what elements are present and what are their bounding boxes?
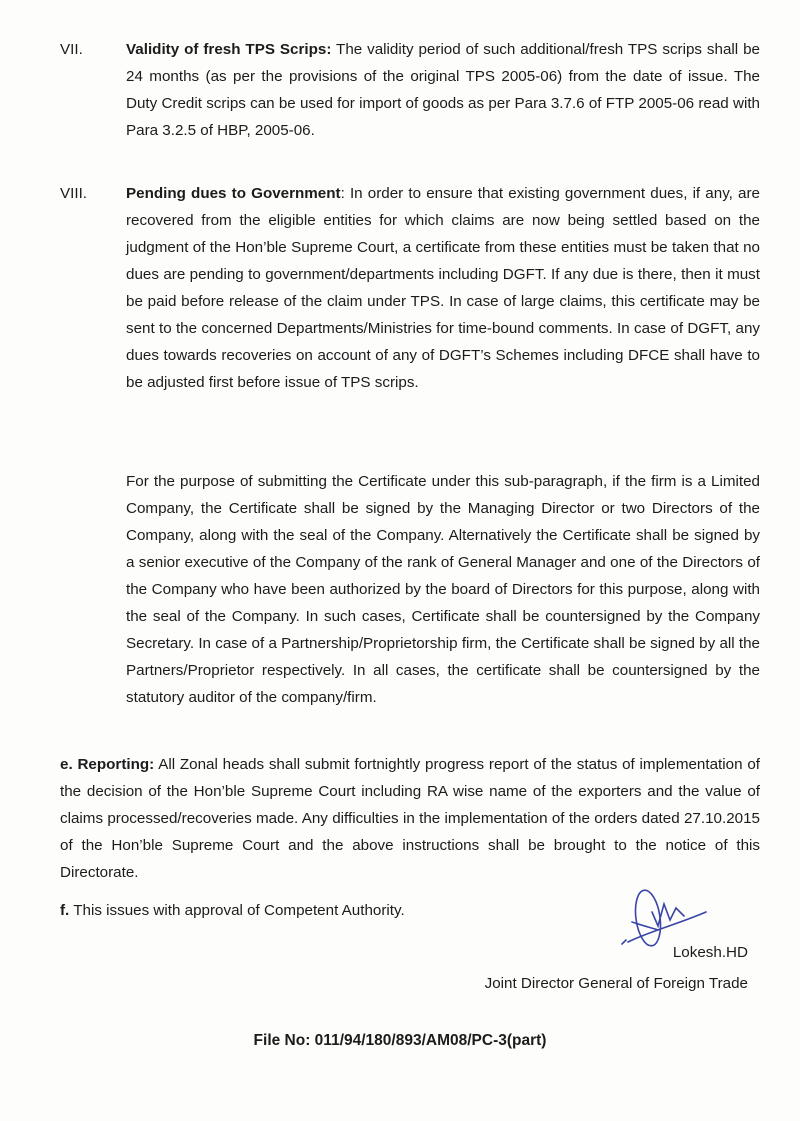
certificate-sub-paragraph: For the purpose of submitting the Certificate under this sub-paragraph, if the firm is a Limited Company, the Certificate shall be signed by the Managing Director or two Directors of the Company, along with the seal of the Company. Alternatively the Certificate shall be signed by a senior executive of the Company of the rank of General Manager and one of the Directors of the Company who have been authorized by the board of Directors for this purpose, along with the seal of the Company. In such cases, Certificate shall be countersigned by the Company Secretary. In case of a Partnership/Proprietorship firm, the Certificate shall be signed by all the Partners/Proprietor respectively. In all cases, the certificate shall be countersigned by the statutory auditor of the company/firm. (126, 473, 760, 706)
section-vii (60, 36, 760, 144)
section-heading: Pending dues to Government (126, 185, 341, 202)
section-body (126, 180, 760, 396)
section-number: VII. (60, 41, 83, 58)
section-heading: e. Reporting: (60, 756, 155, 773)
section-text: This issues with approval of Competent Authority. (69, 902, 405, 919)
signatory-title: Joint Director General of Foreign Trade (484, 975, 748, 992)
section-text: The validity period of such additional/fresh TPS scrips shall be 24 months (as per the provisions of the original TPS 2005-06) from the date of issue. The Duty Credit scrips can be used for import of goods as per Para 3.7.6 of FTP 2005-06 read with Para 3.2.5 of HBP, 2005-06. (126, 41, 760, 139)
signatory-name: Lokesh.HD (672, 944, 748, 961)
section-viii (60, 180, 760, 396)
section-text: All Zonal heads shall submit fortnightly progress report of the status of implementation of the decision of the Hon’ble Supreme Court including RA wise name of the exporters and the value of claims processed/recoveries made. Any difficulties in the implementation of the orders dated 27.10.2015 of the Hon’ble Supreme Court and the above instructions shall be brought to the notice of this Directorate. (60, 756, 760, 881)
section-body (126, 36, 760, 144)
section-text: : In order to ensure that existing government dues, if any, are recovered from the eligible entities for which claims are now being settled based on the judgment of the Hon’ble Supreme Court, a certificate from these entities must be taken that no dues are pending to government/departments including DGFT. If any due is there, then it must be paid before release of the claim under TPS. In case of large claims, this certificate may be sent to the concerned Departments/Ministries for time-bound comments. In case of DGFT, any dues towards recoveries on account of any of DGFT’s Schemes including DFCE shall have to be adjusted first before issue of TPS scrips. (126, 185, 760, 391)
section-heading: f. (60, 902, 70, 919)
section-e-reporting (60, 751, 760, 886)
file-number: File No: 011/94/180/893/AM08/PC-3(part) (253, 1032, 547, 1049)
section-number: VIII. (60, 185, 88, 202)
section-heading: Validity of fresh TPS Scrips: (126, 41, 332, 58)
